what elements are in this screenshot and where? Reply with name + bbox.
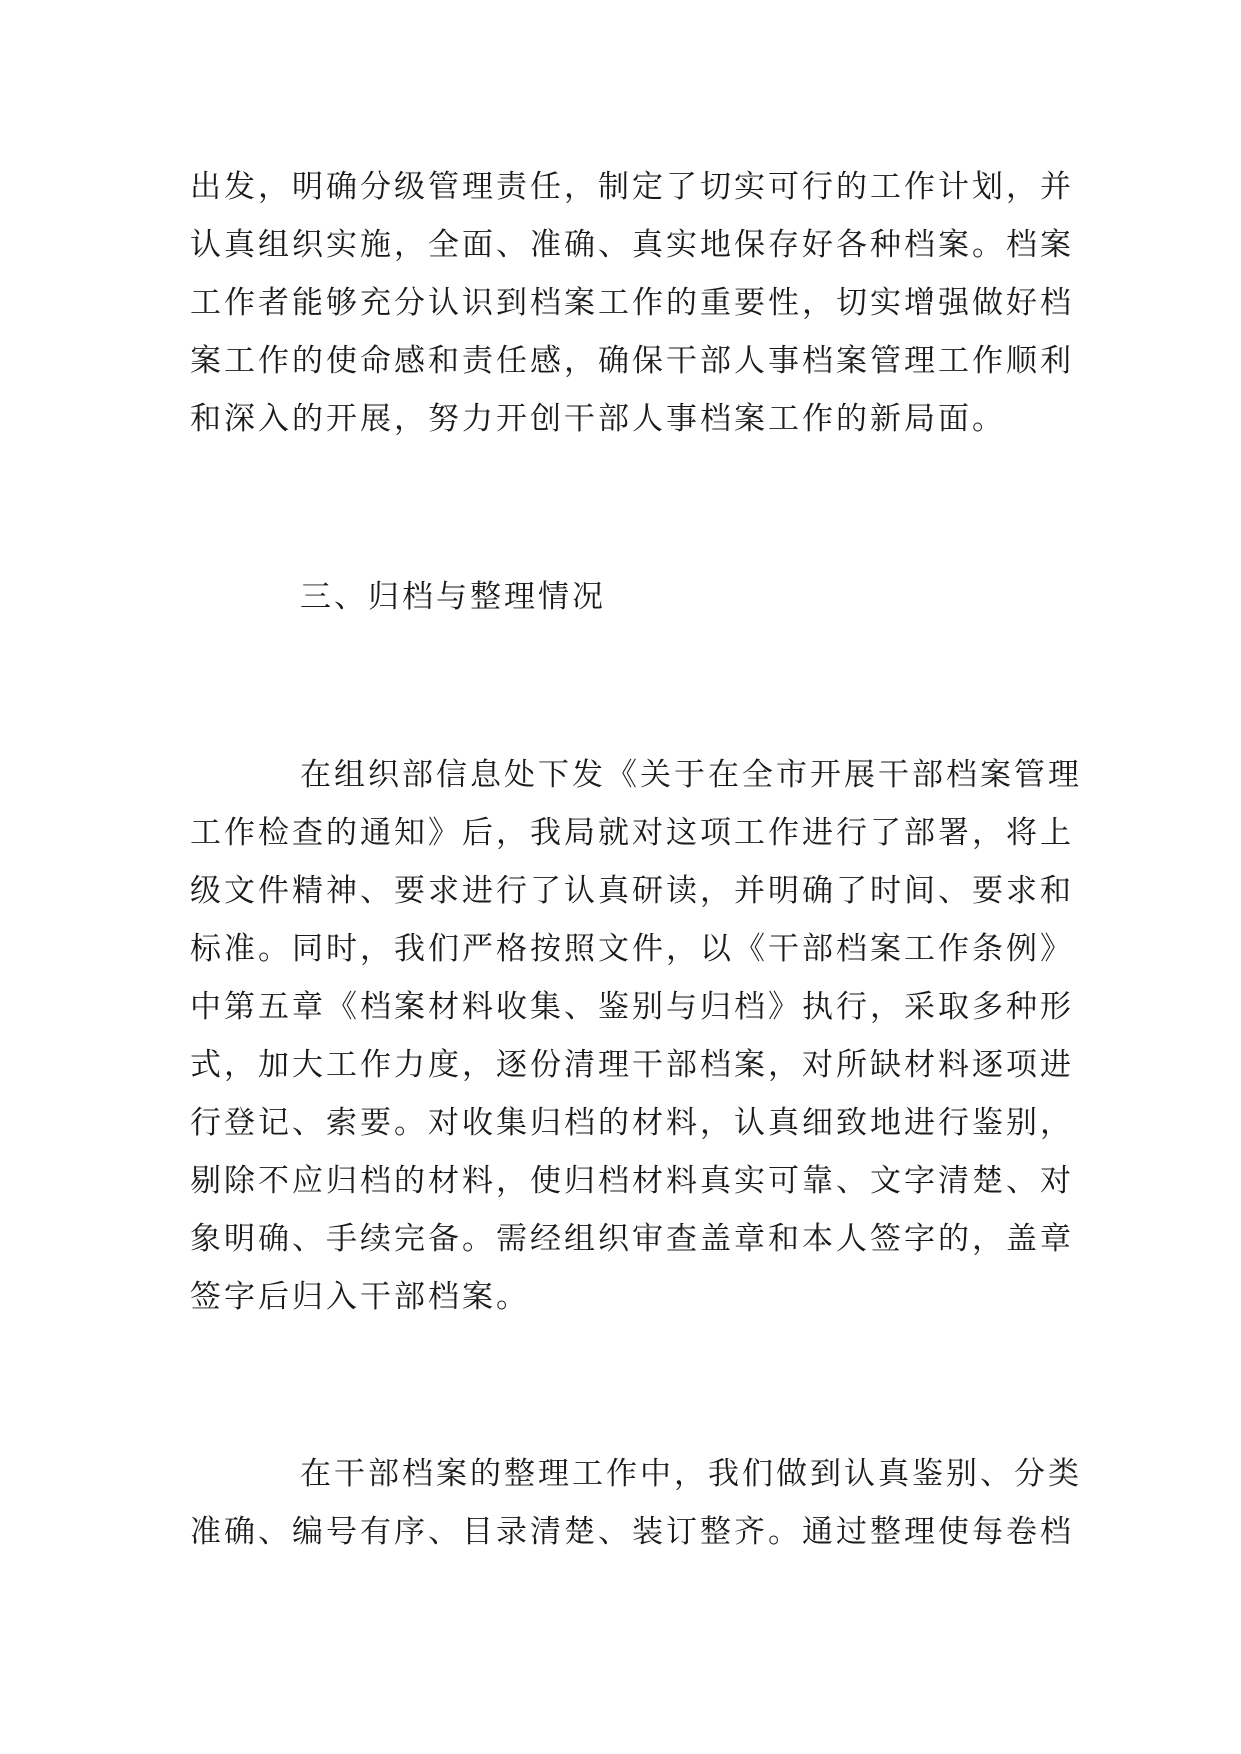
section-heading: 三、归档与整理情况	[300, 579, 606, 615]
paragraph-1-line-5: 和深入的开展，努力开创干部人事档案工作的新局面。	[190, 401, 1006, 437]
paragraph-2-line-10: 签字后归入干部档案。	[190, 1279, 530, 1315]
paragraph-2	[190, 746, 1082, 1326]
paragraph-2-line-3: 级文件精神、要求进行了认真研读，并明确了时间、要求和	[190, 873, 1074, 909]
paragraph-2-line-9: 象明确、手续完备。需经组织审查盖章和本人签字的，盖章	[190, 1221, 1074, 1257]
paragraph-2-line-8: 剔除不应归档的材料，使归档材料真实可靠、文字清楚、对	[190, 1163, 1074, 1199]
paragraph-2-line-7: 行登记、索要。对收集归档的材料，认真细致地进行鉴别，	[190, 1105, 1074, 1141]
paragraph-2-line-1: 在组织部信息处下发《关于在全市开展干部档案管理	[300, 757, 1082, 793]
paragraph-1-line-2: 认真组织实施，全面、准确、真实地保存好各种档案。档案	[190, 227, 1074, 263]
paragraph-3-line-2: 准确、编号有序、目录清楚、装订整齐。通过整理使每卷档	[190, 1514, 1074, 1550]
paragraph-1-line-1: 出发，明确分级管理责任，制定了切实可行的工作计划，并	[190, 169, 1074, 205]
paragraph-1-line-4: 案工作的使命感和责任感，确保干部人事档案管理工作顺利	[190, 343, 1074, 379]
paragraph-1	[190, 158, 1074, 448]
paragraph-2-line-4: 标准。同时，我们严格按照文件，以《干部档案工作条例》	[190, 931, 1074, 967]
paragraph-2-line-2: 工作检查的通知》后，我局就对这项工作进行了部署，将上	[190, 815, 1074, 851]
paragraph-3	[190, 1445, 1082, 1561]
paragraph-2-line-6: 式，加大工作力度，逐份清理干部档案，对所缺材料逐项进	[190, 1047, 1074, 1083]
paragraph-3-line-1: 在干部档案的整理工作中，我们做到认真鉴别、分类	[300, 1456, 1082, 1492]
paragraph-2-line-5: 中第五章《档案材料收集、鉴别与归档》执行，采取多种形	[190, 989, 1074, 1025]
paragraph-1-line-3: 工作者能够充分认识到档案工作的重要性，切实增强做好档	[190, 285, 1074, 321]
